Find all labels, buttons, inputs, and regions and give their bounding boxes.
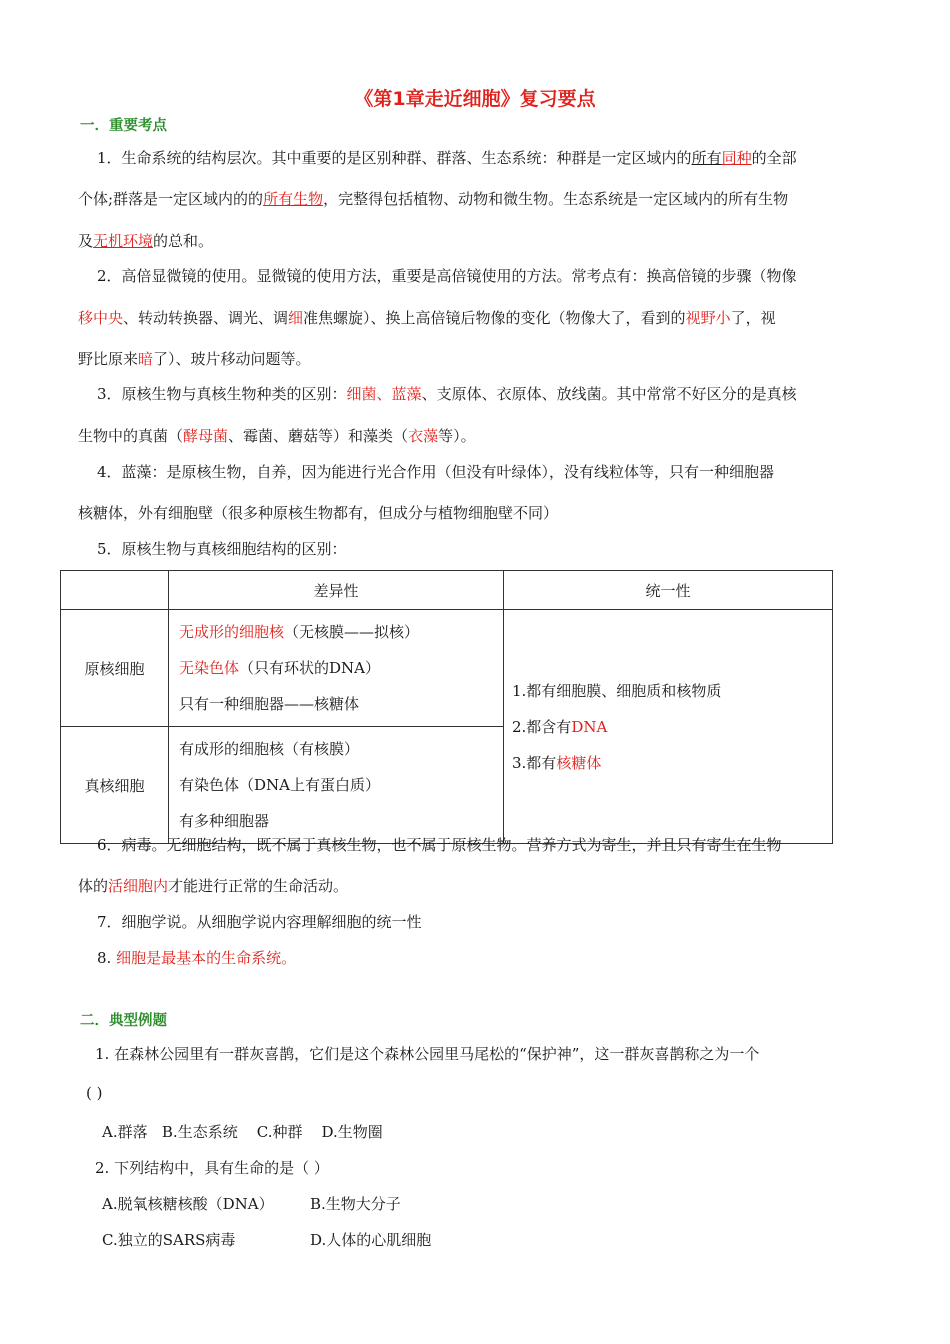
eukaryote-diff-3: 有多种细胞器 xyxy=(179,812,270,830)
eukaryote-diff-2: 有染色体（DNA上有蛋白质） xyxy=(179,776,380,794)
unity-1: 1.都有细胞膜、细胞质和核物质 xyxy=(512,681,722,700)
point-3-line-2: 生物中的真菌（酵母菌、霉菌、蘑菇等）和藻类（衣藻等）。 xyxy=(78,427,476,445)
eukaryote-differences xyxy=(169,727,504,844)
point-5-line: 5．原核生物与真核细胞结构的区别： xyxy=(97,540,347,558)
point-6-line-2: 体的活细胞内才能进行正常的生命活动。 xyxy=(78,877,349,895)
point-2-line-1: 2．高倍显微镜的使用。显微镜的使用方法，重要是高倍镜使用的方法。常考点有：换高倍镜的步骤（物像 xyxy=(97,267,797,285)
prokaryote-diff-1: 无成形的细胞核（无核膜——拟核） xyxy=(179,623,420,641)
point-6-line-1: 6．病毒。无细胞结构，既不属于真核生物，也不属于原核生物。营养方式为寄生，并且只有寄生在生物 xyxy=(97,836,782,854)
prokaryote-diff-2: 无染色体（只有环状的DNA） xyxy=(179,659,381,677)
point-8-line: 8. 细胞是最基本的生命系统。 xyxy=(97,949,297,967)
question-2-option-c: C.独立的SARS病毒 xyxy=(102,1231,236,1249)
question-2-option-d: D.人体的心肌细胞 xyxy=(310,1231,432,1249)
point-3-line-1: 3．原核生物与真核生物种类的区别：细菌、蓝藻、支原体、衣原体、放线菌。其中常常不好区分的是真核 xyxy=(97,385,797,403)
point-4-line-1: 4．蓝藻：是原核生物，自养，因为能进行光合作用（但没有叶绿体），没有线粒体等，只有一种细胞器 xyxy=(97,463,775,481)
unity-3: 3.都有核糖体 xyxy=(512,753,602,772)
comparison-table xyxy=(60,570,833,844)
row-label-eukaryote: 真核细胞 xyxy=(61,727,169,844)
point-2-line-3: 野比原来暗了）、玻片移动问题等。 xyxy=(78,350,311,368)
row-label-prokaryote: 原核细胞 xyxy=(61,610,169,727)
question-1-paren: ( ) xyxy=(86,1084,103,1102)
table-corner-cell xyxy=(61,571,169,610)
point-2-line-2: 移中央、转动转换器、调光、调细准焦螺旋）、换上高倍镜后物像的变化（物像大了，看到的视野小了，视 xyxy=(78,309,776,327)
eukaryote-diff-1: 有成形的细胞核（有核膜） xyxy=(179,740,360,758)
point-4-line-2: 核糖体，外有细胞壁（很多种原核生物都有，但成分与植物细胞壁不同） xyxy=(78,504,559,522)
prokaryote-differences xyxy=(169,610,504,727)
section-heading-examples: 二．典型例题 xyxy=(80,1013,167,1029)
question-2-option-b: B.生物大分子 xyxy=(310,1195,401,1213)
point-7-line: 7．细胞学说。从细胞学说内容理解细胞的统一性 xyxy=(97,913,422,931)
point-1-line-3: 及无机环境的总和。 xyxy=(78,232,214,250)
section-heading-key-points: 一．重要考点 xyxy=(80,118,167,134)
unity-cell xyxy=(504,610,833,844)
prokaryote-diff-3: 只有一种细胞器——核糖体 xyxy=(179,695,360,713)
question-2-option-a: A.脱氧核糖核酸（DNA） xyxy=(102,1195,274,1213)
unity-2: 2.都含有DNA xyxy=(512,717,608,736)
point-1-line-1: 1．生命系统的结构层次。其中重要的是区别种群、群落、生态系统：种群是一定区域内的所有同种的全部 xyxy=(97,149,797,167)
table-header-difference: 差异性 xyxy=(169,571,504,610)
point-1-line-2: 个体;群落是一定区域内的的所有生物，完整得包括植物、动物和微生物。生态系统是一定区域内的所有生物 xyxy=(78,190,789,208)
question-1-options: A.群落 B.生态系统 C.种群 D.生物圈 xyxy=(102,1123,383,1141)
table-header-unity: 统一性 xyxy=(504,571,833,610)
question-1-stem: 1. 在森林公园里有一群灰喜鹊，它们是这个森林公园里马尾松的“保护神”，这一群灰喜鹊称之为一个 xyxy=(95,1045,760,1063)
question-2-stem: 2. 下列结构中，具有生命的是（ ） xyxy=(95,1159,329,1177)
page-title: 《第1章走近细胞》复习要点 xyxy=(354,88,596,110)
